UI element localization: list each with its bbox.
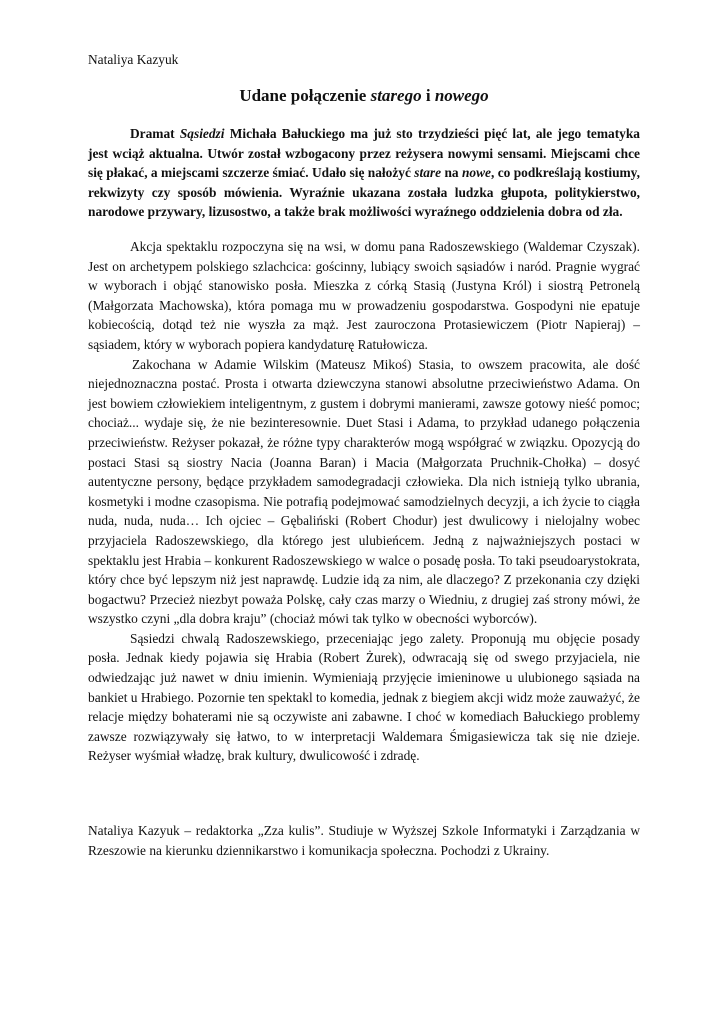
article-body	[88, 237, 640, 766]
lead-text-4: , co podkreślają kostiumy, rekwizyty czy sposób mówienia. Wyraźnie ukazana została ludzka głupota, politykierstwo, narodowe przywary, lizusostwo, a także brak możliwości wyraźnego oddzielenia dobra od zła.	[88, 165, 640, 220]
lead-italic-stare: stare	[414, 165, 442, 181]
lead-paragraph	[88, 124, 640, 222]
title-italic-nowego: nowego	[434, 86, 489, 105]
article-title	[88, 85, 640, 107]
title-text-1: Udane połączenie	[239, 86, 371, 105]
title-italic-starego: starego	[370, 86, 422, 105]
body-paragraph-1: Akcja spektaklu rozpoczyna się na wsi, w domu pana Radoszewskiego (Waldemar Czyszak). Jest on archetypem polskiego szlachcica: gościnny, lubiący swoich sąsiadów i naród. Pragnie wygrać w wyborach i objąć stanowisko posła. Mieszka z córką Stasią (Justyna Król) i siostrą Petronelą (Małgorzata Machowska), która pomaga mu w prowadzeniu gospodarstwa. Gospodyni nie epatuje kobiecością, dotąd też nie wyszła za mąż. Jest zauroczona Protasiewiczem (Piotr Napieraj) – sąsiadem, który w wyborach popiera kandydaturę Ratułowicza.	[88, 239, 640, 352]
author-name: Nataliya Kazyuk	[88, 52, 179, 67]
body-paragraph-3: Sąsiedzi chwalą Radoszewskiego, przeceniając jego zalety. Proponują mu objęcie posady posła. Jednak kiedy pojawia się Hrabia (Robert Żurek), odwracają się od swego przyjaciela, nie odwiedzając już nawet w dniu imienin. Wymieniają przyjęcie imieninowe u ulubionego sąsiada na bankiet u Hrabiego. Pozornie ten spektakl to komedia, jednak z biegiem akcji widz może zauważyć, że relacje między bohaterami nie są oczywiste ani zabawne. I choć w komediach Bałuckiego problemy zawsze rozwiązywały się łatwo, to w interpretacji Waldemara Śmigasiewicza tak się nie dzieje. Reżyser wyśmiał władzę, brak kultury, dwulicowość i zdradę.	[88, 630, 640, 764]
body-paragraph-2: Zakochana w Adamie Wilskim (Mateusz Mikoś) Stasia, to owszem pracowita, ale dość niejednoznaczna postać. Prosta i otwarta dziewczyna stanowi absolutne przeciwieństwo Adama. On jest bowiem człowiekiem inteligentnym, z gustem i dobrymi manierami, zawsze gotowy nieść pomoc; chociaż... wydaje się, że nie bezinteresownie. Duet Stasi i Adama, to przykład udanego połączenia przeciwieństw. Reżyser pokazał, że różne typy charakterów mogą współgrać w związku. Opozycją do postaci Stasi są siostry Nacia (Joanna Baran) i Macia (Małgorzata Pruchnik-Chołka) – dosyć autentyczne persony, będące przykładem samodegradacji człowieka. Dla nich istnieją tylko ubrania, kosmetyki i modne czasopisma. Nie potrafią podejmować samodzielnych decyzji, a ich życie to ciągła nuda, nuda, nuda… Ich ojciec – Gębaliński (Robert Chodur) jest dwulicowy i nielojalny wobec przyjaciela Radoszewskiego, dla którego jest ulubieńcem. Jedną z najważniejszych postaci w spektaklu jest Hrabia – konkurent Radoszewskiego w walce o posadę posła. To taki pseudoarystokrata, który chce być lepszym niż jest naprawdę. Ludzie idą za nim, ale dlaczego? Z przekonania czy dzięki bogactwu? Przecież niezbyt poważa Polskę, cały czas marzy o Wiedniu, z drugiej zaś strony mówi, że wszystko czyni „dla dobra kraju” (chociaż mówi tak tylko w obecności wyborców).	[88, 356, 640, 627]
title-text-2: i	[421, 86, 435, 105]
author-bio: Nataliya Kazyuk – redaktorka „Zza kulis”. Studiuje w Wyższej Szkole Informatyki i Zarządzania w Rzeszowie na kierunku dziennikarstwo i komunikacja społeczna. Pochodzi z Ukrainy.	[88, 823, 640, 858]
lead-italic-sasiedzi: Sąsiedzi	[179, 126, 225, 141]
lead-text-3: na	[441, 165, 462, 181]
lead-text-1: Dramat	[130, 126, 180, 141]
lead-italic-nowe: nowe	[461, 165, 491, 181]
lead-text-2: Michała Bałuckiego ma już sto trzydzieści pięć lat, ale jego tematyka jest wciąż aktualna. Utwór został wzbogacony przez reżysera nowymi sensami. Miejscami chce się płakać, a miejscami szczerze śmiać. Udało się nałożyć	[88, 126, 640, 181]
